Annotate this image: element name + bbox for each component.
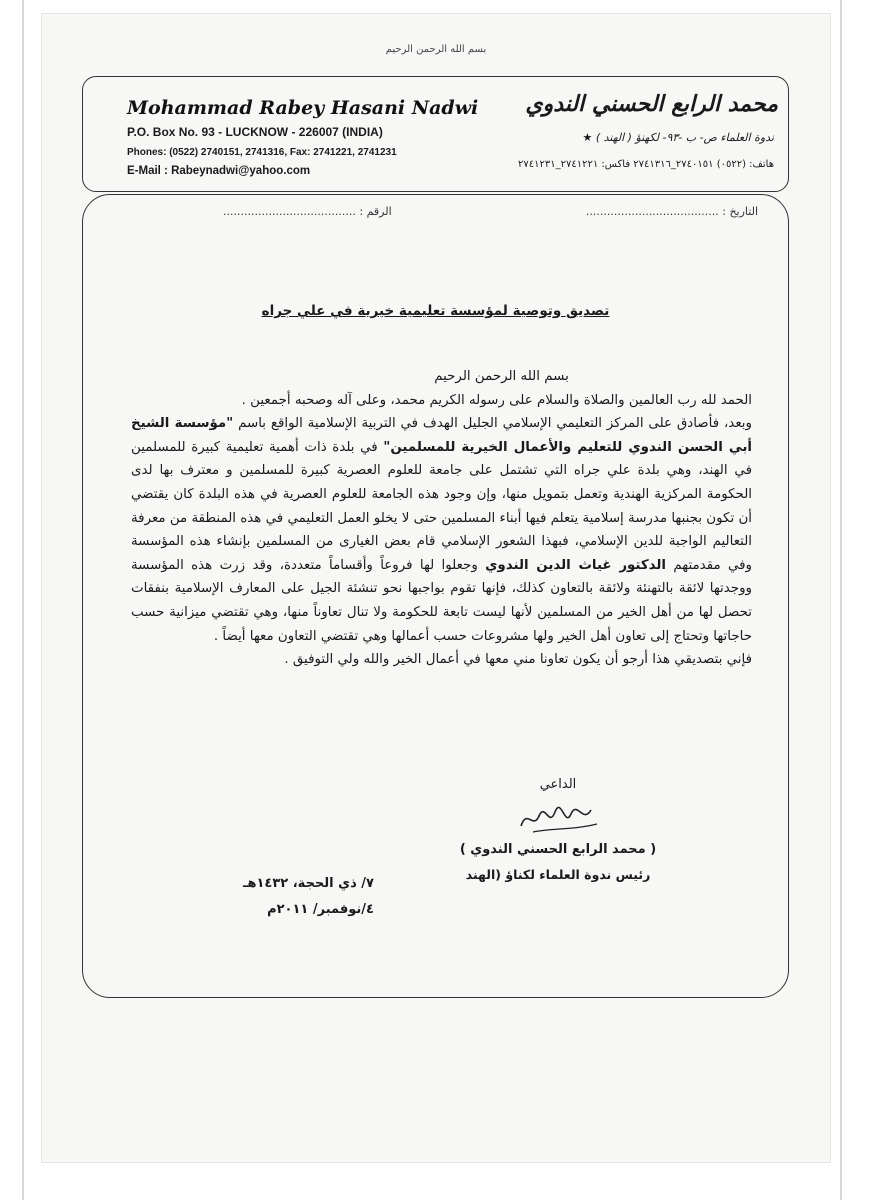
scan-edge-left (22, 0, 24, 1200)
sender-phones-en: Phones: (0522) 2740151, 2741316, Fax: 2741221, 2741231 (127, 147, 397, 158)
sender-name-en: Mohammad Rabey Hasani Nadwi (127, 97, 479, 119)
founder-name: الدكتور غياث الدين الندوي (485, 557, 667, 573)
closing-paragraph: فإني بتصديقي هذا أرجو أن يكون تعاونا مني معها في أعمال الخير والله ولي التوفيق . (284, 652, 752, 668)
signatory-title: رئيس ندوة العلماء لكناؤ (الهند (465, 867, 651, 882)
sender-address-ar: ندوة العلماء ص- ب -٩٣- لكهنؤ ( الهند ) ★ (582, 131, 774, 144)
paragraph-conclusion: وجعلوا لها فروعاً وأقساماً متعددة، وقد زرت هذه المؤسسة ووجدتها لائقة بالتهنئة ولائقة بالتعاون كذلك، فإنها تقوم بواجبها نحو تنشئة الجيل على المعارف الإسلامية بنفقات تحصل لها من أهل الخير من المسلمين لأنها ليست تابعة للحكومة ولا تنال تعاوناً منها، وهي تقتضي ميزانية حسب حاجاتها وتحتاج إلى تعاون أهل الخير ولها مشروعات حسب أعمالها وهي تقتضي التعاون معها أيضاً . (131, 557, 752, 644)
hijri-date: ٧/ ذي الحجة، ١٤٣٢هـ (243, 876, 374, 891)
basmala-line: بسم الله الرحمن الرحيم (434, 369, 569, 384)
scan-edge-right (840, 0, 842, 1200)
basmala-calligraphy: بسم الله الرحمن الرحيم (385, 44, 487, 55)
sender-email-en: E-Mail : Rabeynadwi@yahoo.com (127, 165, 311, 177)
paragraph-intro: وبعد، فأصادق على المركز التعليمي الإسلامي الجليل الهدف في التربية الإسلامية الواقع باسم (238, 416, 752, 432)
letter-content (131, 365, 752, 672)
letter-page (42, 14, 830, 1162)
handwritten-signature (513, 798, 603, 838)
sender-phones-ar: هاتف: (٠٥٢٢) ٢٧٤٠١٥١_٢٧٤١٣١٦ فاكس: ٢٧٤١٢٢١_٢٧٤١٢٣١ (518, 159, 774, 170)
letter-date (243, 871, 374, 923)
letterhead (82, 76, 789, 192)
paragraph-description: في بلدة ذات أهمية تعليمية كبيرة للمسلمين في الهند، وهي بلدة علي جراه التي تشتمل على جامعة للعلوم العصرية كبيرة للمسلمين و معترف بها لدى الحكومة المركزية الهندية وتعمل بتمويل منها، وإن وجود هذه الجامعة للعلوم العصرية في هذه البلدة كان يقتضي أن تكون بجنبها مدرسة إسلامية يتعلم فيها أبناء المسلمين حتى لا يخلو العمل التعليمي في هذه المنطقة من معرفة التعاليم الواجبة للدين الإسلامي، فبهذا الشعور الإسلامي قام بعض الغيارى من المسلمين بإنشاء هذه المؤسسة وفي مقدمتهم (131, 439, 753, 573)
institution-name: "مؤسسة الشيخ أبي الحسن الندوي للتعليم والأعمال الخيرية للمسلمين" (131, 416, 752, 455)
reference-number-field: الرقم : ...................................... (223, 205, 392, 218)
main-paragraph (131, 412, 752, 648)
letter-subject: تصديق وتوصية لمؤسسة تعليمية خيرية في علي جراه (261, 303, 610, 319)
date-field: التاريخ : ...................................... (585, 205, 758, 218)
signature-caller: الداعي (539, 777, 577, 792)
sender-name-ar: محمد الرابع الحسني الندوي (525, 91, 778, 117)
signatory-name: ( محمد الرابع الحسني الندوي ) (459, 842, 657, 857)
letter-body-frame (82, 194, 789, 998)
signature-block (448, 777, 668, 882)
opening-praise: الحمد لله رب العالمين والصلاة والسلام على رسوله الكريم محمد، وعلى آله وصحبه أجمعين . (241, 392, 752, 408)
gregorian-date: ٤/نوفمبر/ ٢٠١١م (267, 902, 374, 917)
sender-address-en: P.O. Box No. 93 - LUCKNOW - 226007 (INDIA) (127, 125, 383, 139)
